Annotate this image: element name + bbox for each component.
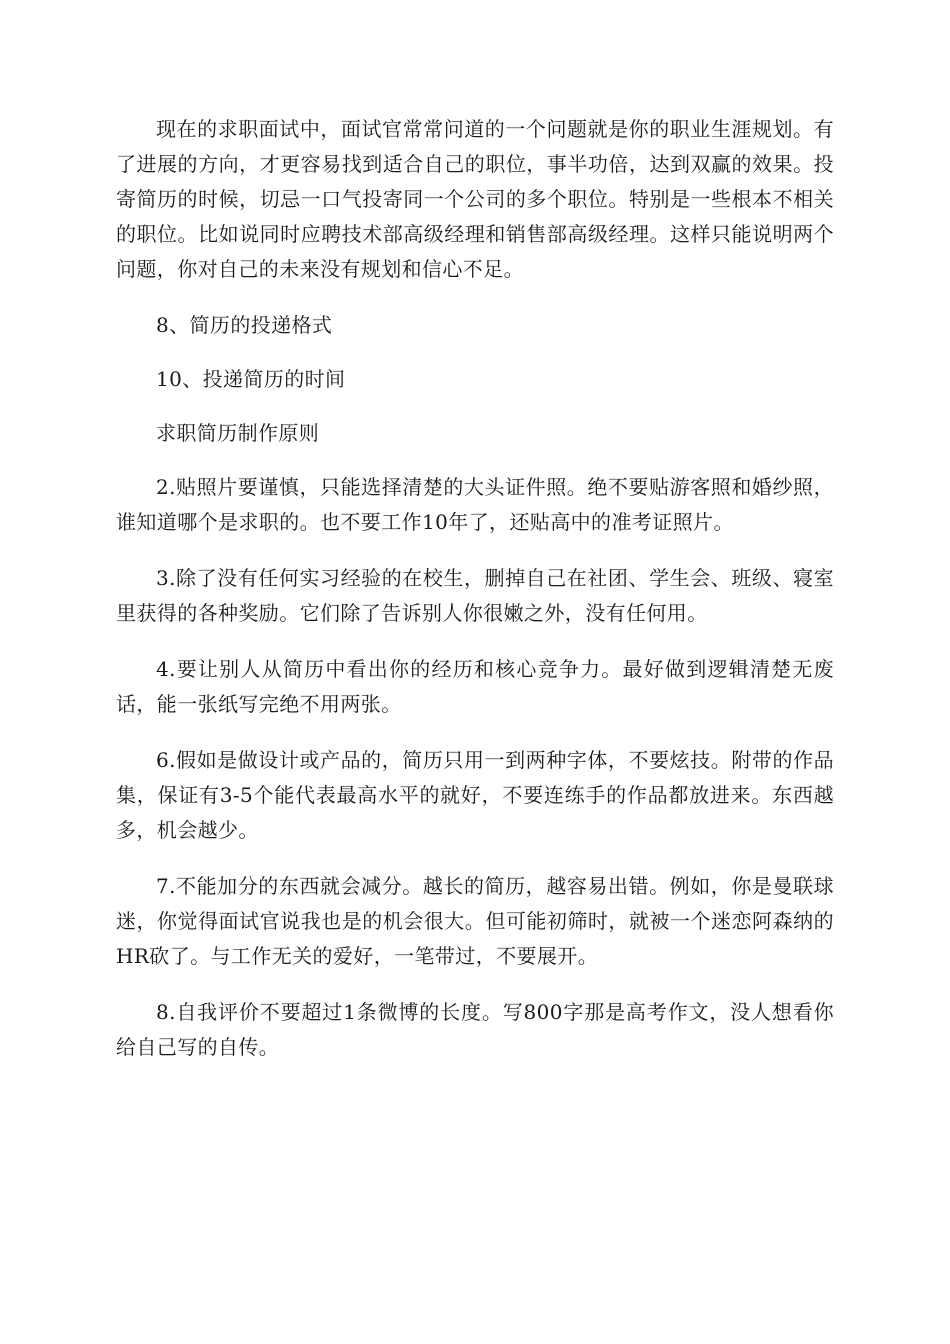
paragraph-competitiveness-rule: 4.要让别人从简历中看出你的经历和核心竞争力。最好做到逻辑清楚无废话，能一张纸写完绝不用两张。 <box>116 657 834 716</box>
document-body <box>116 112 834 1086</box>
paragraph-photo-rule: 2.贴照片要谨慎，只能选择清楚的大头证件照。绝不要贴游客照和婚纱照，谁知道哪个是求职的。也不要工作10年了，还贴高中的准考证照片。 <box>116 475 834 534</box>
paragraph-self-evaluation-rule: 8.自我评价不要超过1条微博的长度。写800字那是高考作文，没人想看你给自己写的自传。 <box>116 1000 834 1059</box>
paragraph-awards-rule: 3.除了没有任何实习经验的在校生，删掉自己在社团、学生会、班级、寝室里获得的各种奖励。它们除了告诉别人你很嫩之外，没有任何用。 <box>116 566 834 625</box>
heading-resume-delivery-format: 8、简历的投递格式 <box>156 313 333 337</box>
paragraph-design-rule: 6.假如是做设计或产品的，简历只用一到两种字体，不要炫技。附带的作品集，保证有3-5个能代表最高水平的就好，不要连练手的作品都放进来。东西越多，机会越少。 <box>116 748 834 842</box>
heading-resume-principles: 求职简历制作原则 <box>156 421 320 445</box>
paragraph-hobby-rule: 7.不能加分的东西就会减分。越长的简历，越容易出错。例如，你是曼联球迷，你觉得面试官说我也是的机会很大。但可能初筛时，就被一个迷恋阿森纳的HR砍了。与工作无关的爱好，一笔带过，不要展开。 <box>116 874 834 968</box>
heading-resume-delivery-time: 10、投递简历的时间 <box>156 367 346 391</box>
paragraph-career-planning: 现在的求职面试中，面试官常常问道的一个问题就是你的职业生涯规划。有了进展的方向，才更容易找到适合自己的职位，事半功倍，达到双赢的效果。投寄简历的时候，切忌一口气投寄同一个公司的多个职位。特别是一些根本不相关的职位。比如说同时应聘技术部高级经理和销售部高级经理。这样只能说明两个问题，你对自己的未来没有规划和信心不足。 <box>116 117 834 281</box>
